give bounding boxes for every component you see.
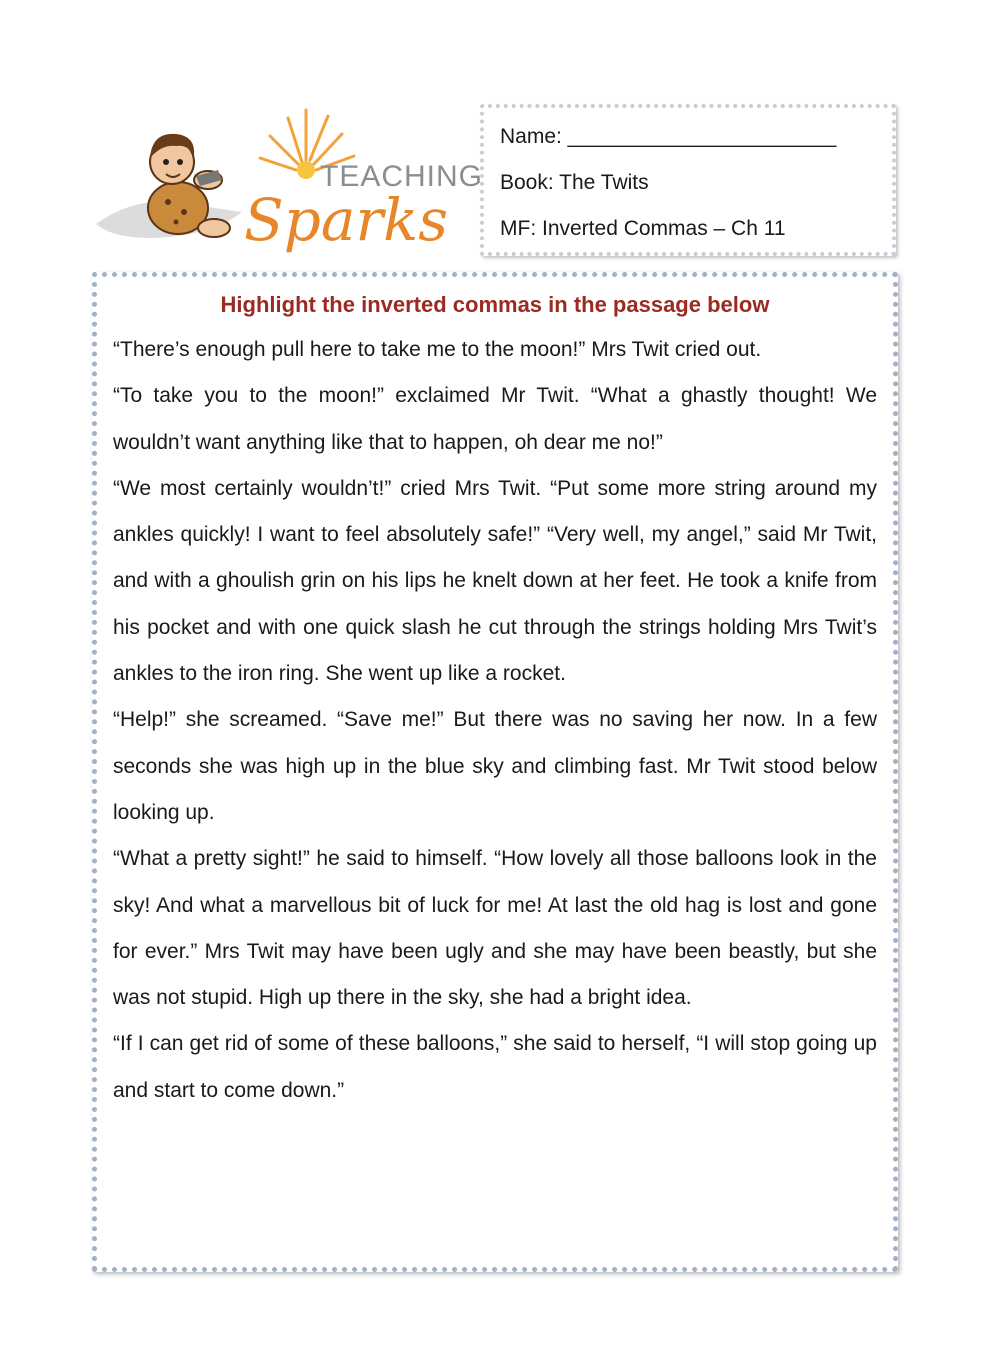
passage-paragraph: “If I can get rid of some of these balloons,” she said to herself, “I will stop going up and start to come down.”	[113, 1032, 877, 1102]
passage-paragraph: “What a pretty sight!” he said to himself. “How lovely all those balloons look in the sky! And what a marvellous bit of luck for me! At last the old hag is lost and gone for ever.” Mrs Twit may have been ugly and she may have been beastly, but she was not stupid. High up there in the sky, she had a bright idea.	[113, 847, 877, 1010]
logo-sparks-text: Sparks	[244, 186, 449, 254]
book-line: Book: The Twits	[500, 171, 649, 194]
name-field-line[interactable]: Name: _______________________	[500, 125, 837, 148]
mf-line: MF: Inverted Commas – Ch 11	[500, 217, 786, 240]
student-info-box	[480, 104, 896, 256]
passage-paragraph: “To take you to the moon!” exclaimed Mr Twit. “What a ghastly thought! We wouldn’t want anything like that to happen, oh dear me no!”	[113, 384, 877, 454]
passage-paragraph: “We most certainly wouldn’t!” cried Mrs Twit. “Put some more string around my ankles quickly! I want to feel absolutely safe!” “Very well, my angel,” said Mr Twit, and with a ghoulish grin on his lips he knelt down at her feet. He took a knife from his pocket and with one quick slash he cut through the strings holding Mrs Twit’s ankles to the iron ring. She went up like a rocket.	[113, 476, 877, 686]
passage-title: Highlight the inverted commas in the passage below	[220, 292, 770, 317]
passage-paragraph: “There’s enough pull here to take me to the moon!” Mrs Twit cried out.	[113, 338, 762, 361]
caveman-mascot-icon	[148, 134, 230, 237]
passage-paragraph: “Help!” she screamed. “Save me!” But there was no saving her now. In a few seconds she was high up in the blue sky and climbing fast. Mr Twit stood below looking up.	[113, 708, 877, 824]
logo-teaching-text: TEACHING	[320, 160, 484, 193]
teaching-sparks-logo	[92, 100, 484, 254]
passage-box	[92, 272, 898, 1272]
